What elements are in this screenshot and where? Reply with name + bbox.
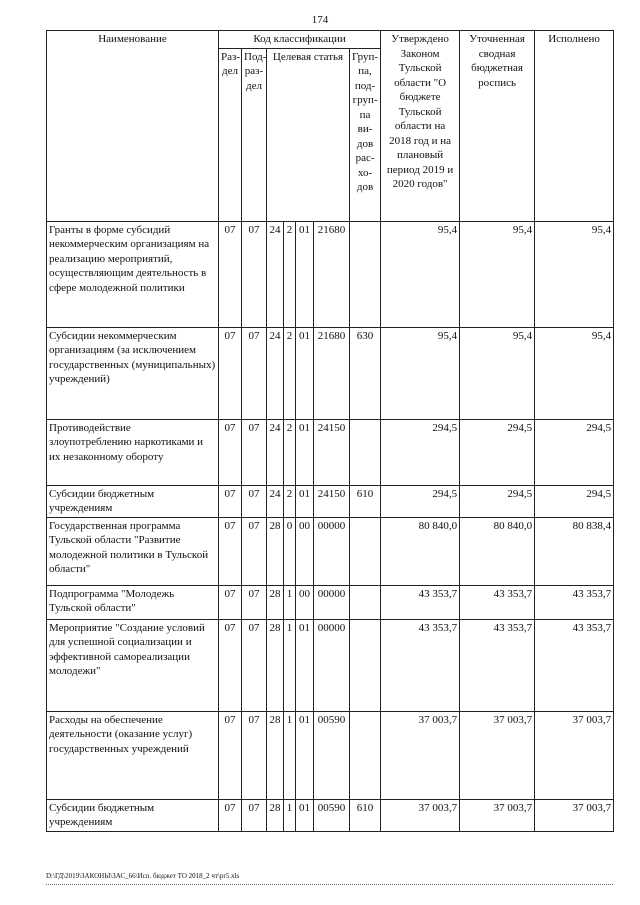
cell-executed: 294,5 <box>535 419 614 485</box>
table-row <box>47 419 614 485</box>
cell-vr <box>350 711 381 799</box>
cell-cs3: 00 <box>296 585 314 619</box>
cell-name: Противодействие злоупотреблению наркотиками и их незаконному обороту <box>47 419 219 485</box>
cell-executed: 95,4 <box>535 327 614 419</box>
cell-cs2: 2 <box>284 327 296 419</box>
cell-name: Субсидии некоммерческим организациям (за исключением государственных (муниципальных) учреждений) <box>47 327 219 419</box>
cell-approved: 37 003,7 <box>381 799 460 831</box>
cell-vr <box>350 221 381 327</box>
cell-cs1: 28 <box>267 711 284 799</box>
cell-prz: 07 <box>242 419 267 485</box>
table-row <box>47 799 614 831</box>
cell-cs4: 00590 <box>314 799 350 831</box>
cell-refined: 95,4 <box>460 221 535 327</box>
cell-approved: 95,4 <box>381 327 460 419</box>
footer-file-path: D:\ГД\2019\ЗАКОНЫ\ЗАС_66\Исп. бюджет ТО 2018_2 чт\pr5.xls <box>46 872 240 880</box>
cell-rz: 07 <box>219 711 242 799</box>
table-row <box>47 585 614 619</box>
header-podrazdel: Под-раз-дел <box>242 48 267 221</box>
cell-cs1: 28 <box>267 585 284 619</box>
cell-cs4: 00000 <box>314 585 350 619</box>
cell-cs4: 00590 <box>314 711 350 799</box>
cell-cs3: 00 <box>296 517 314 585</box>
cell-name: Гранты в форме субсидий некоммерческим организациям на реализацию мероприятий, осуществляющим деятельность в сфере молодежной политики <box>47 221 219 327</box>
cell-rz: 07 <box>219 419 242 485</box>
header-code-group: Код классификации <box>219 31 381 49</box>
header-group: Груп-па, под-груп-па ви-дов рас-хо-дов <box>350 48 381 221</box>
footer-divider <box>46 884 613 885</box>
cell-prz: 07 <box>242 517 267 585</box>
cell-cs4: 24150 <box>314 485 350 517</box>
cell-prz: 07 <box>242 485 267 517</box>
cell-cs2: 2 <box>284 485 296 517</box>
cell-executed: 294,5 <box>535 485 614 517</box>
cell-vr <box>350 419 381 485</box>
cell-name: Субсидии бюджетным учреждениям <box>47 485 219 517</box>
cell-approved: 43 353,7 <box>381 585 460 619</box>
cell-approved: 294,5 <box>381 419 460 485</box>
cell-cs1: 24 <box>267 221 284 327</box>
cell-name: Расходы на обеспечение деятельности (оказание услуг) государственных учреждений <box>47 711 219 799</box>
cell-refined: 95,4 <box>460 327 535 419</box>
cell-executed: 37 003,7 <box>535 711 614 799</box>
header-executed: Исполнено <box>535 31 614 222</box>
cell-approved: 80 840,0 <box>381 517 460 585</box>
cell-cs2: 1 <box>284 799 296 831</box>
header-target-article: Целевая статья <box>267 48 350 221</box>
cell-cs4: 21680 <box>314 327 350 419</box>
page-number: 174 <box>311 14 329 26</box>
table-row <box>47 327 614 419</box>
cell-cs3: 01 <box>296 327 314 419</box>
cell-cs1: 28 <box>267 517 284 585</box>
header-name: Наименование <box>47 31 219 222</box>
cell-executed: 95,4 <box>535 221 614 327</box>
cell-refined: 43 353,7 <box>460 585 535 619</box>
cell-cs3: 01 <box>296 485 314 517</box>
cell-vr <box>350 619 381 711</box>
cell-executed: 80 838,4 <box>535 517 614 585</box>
header-refined: Уточненная сводная бюджетная роспись <box>460 31 535 222</box>
cell-vr <box>350 517 381 585</box>
cell-refined: 294,5 <box>460 419 535 485</box>
cell-prz: 07 <box>242 585 267 619</box>
cell-cs2: 0 <box>284 517 296 585</box>
cell-cs3: 01 <box>296 619 314 711</box>
cell-prz: 07 <box>242 221 267 327</box>
cell-cs4: 21680 <box>314 221 350 327</box>
cell-cs2: 2 <box>284 419 296 485</box>
cell-refined: 37 003,7 <box>460 711 535 799</box>
cell-vr: 610 <box>350 799 381 831</box>
cell-rz: 07 <box>219 327 242 419</box>
cell-cs1: 24 <box>267 327 284 419</box>
cell-cs3: 01 <box>296 419 314 485</box>
cell-name: Субсидии бюджетным учреждениям <box>47 799 219 831</box>
cell-approved: 43 353,7 <box>381 619 460 711</box>
cell-refined: 37 003,7 <box>460 799 535 831</box>
cell-cs2: 1 <box>284 711 296 799</box>
table-row <box>47 517 614 585</box>
header-razdel: Раз-дел <box>219 48 242 221</box>
cell-refined: 80 840,0 <box>460 517 535 585</box>
cell-rz: 07 <box>219 799 242 831</box>
cell-cs3: 01 <box>296 799 314 831</box>
cell-cs2: 2 <box>284 221 296 327</box>
table-body <box>47 221 614 831</box>
cell-refined: 43 353,7 <box>460 619 535 711</box>
cell-vr: 610 <box>350 485 381 517</box>
cell-cs1: 28 <box>267 619 284 711</box>
cell-rz: 07 <box>219 619 242 711</box>
cell-prz: 07 <box>242 327 267 419</box>
cell-prz: 07 <box>242 799 267 831</box>
cell-approved: 294,5 <box>381 485 460 517</box>
cell-executed: 43 353,7 <box>535 619 614 711</box>
cell-cs1: 28 <box>267 799 284 831</box>
cell-vr: 630 <box>350 327 381 419</box>
cell-cs1: 24 <box>267 419 284 485</box>
table-row <box>47 619 614 711</box>
cell-executed: 43 353,7 <box>535 585 614 619</box>
table-row <box>47 711 614 799</box>
cell-name: Государственная программа Тульской области "Развитие молодежной политики в Тульской области" <box>47 517 219 585</box>
cell-cs3: 01 <box>296 711 314 799</box>
budget-table <box>46 30 614 832</box>
cell-approved: 37 003,7 <box>381 711 460 799</box>
table-row <box>47 221 614 327</box>
cell-rz: 07 <box>219 485 242 517</box>
cell-approved: 95,4 <box>381 221 460 327</box>
cell-rz: 07 <box>219 221 242 327</box>
cell-cs4: 00000 <box>314 619 350 711</box>
cell-cs2: 1 <box>284 619 296 711</box>
cell-cs1: 24 <box>267 485 284 517</box>
cell-cs4: 24150 <box>314 419 350 485</box>
cell-cs4: 00000 <box>314 517 350 585</box>
table-row <box>47 485 614 517</box>
cell-executed: 37 003,7 <box>535 799 614 831</box>
header-approved: Утверждено Законом Тульской области "О бюджете Тульской области на 2018 год и на плановый период 2019 и 2020 годов" <box>381 31 460 222</box>
cell-rz: 07 <box>219 517 242 585</box>
cell-prz: 07 <box>242 619 267 711</box>
cell-name: Подпрограмма "Молодежь Тульской области" <box>47 585 219 619</box>
cell-name: Мероприятие "Создание условий для успешной социализации и эффективной самореализации молодежи" <box>47 619 219 711</box>
cell-prz: 07 <box>242 711 267 799</box>
cell-cs2: 1 <box>284 585 296 619</box>
cell-rz: 07 <box>219 585 242 619</box>
cell-refined: 294,5 <box>460 485 535 517</box>
cell-cs3: 01 <box>296 221 314 327</box>
cell-vr <box>350 585 381 619</box>
